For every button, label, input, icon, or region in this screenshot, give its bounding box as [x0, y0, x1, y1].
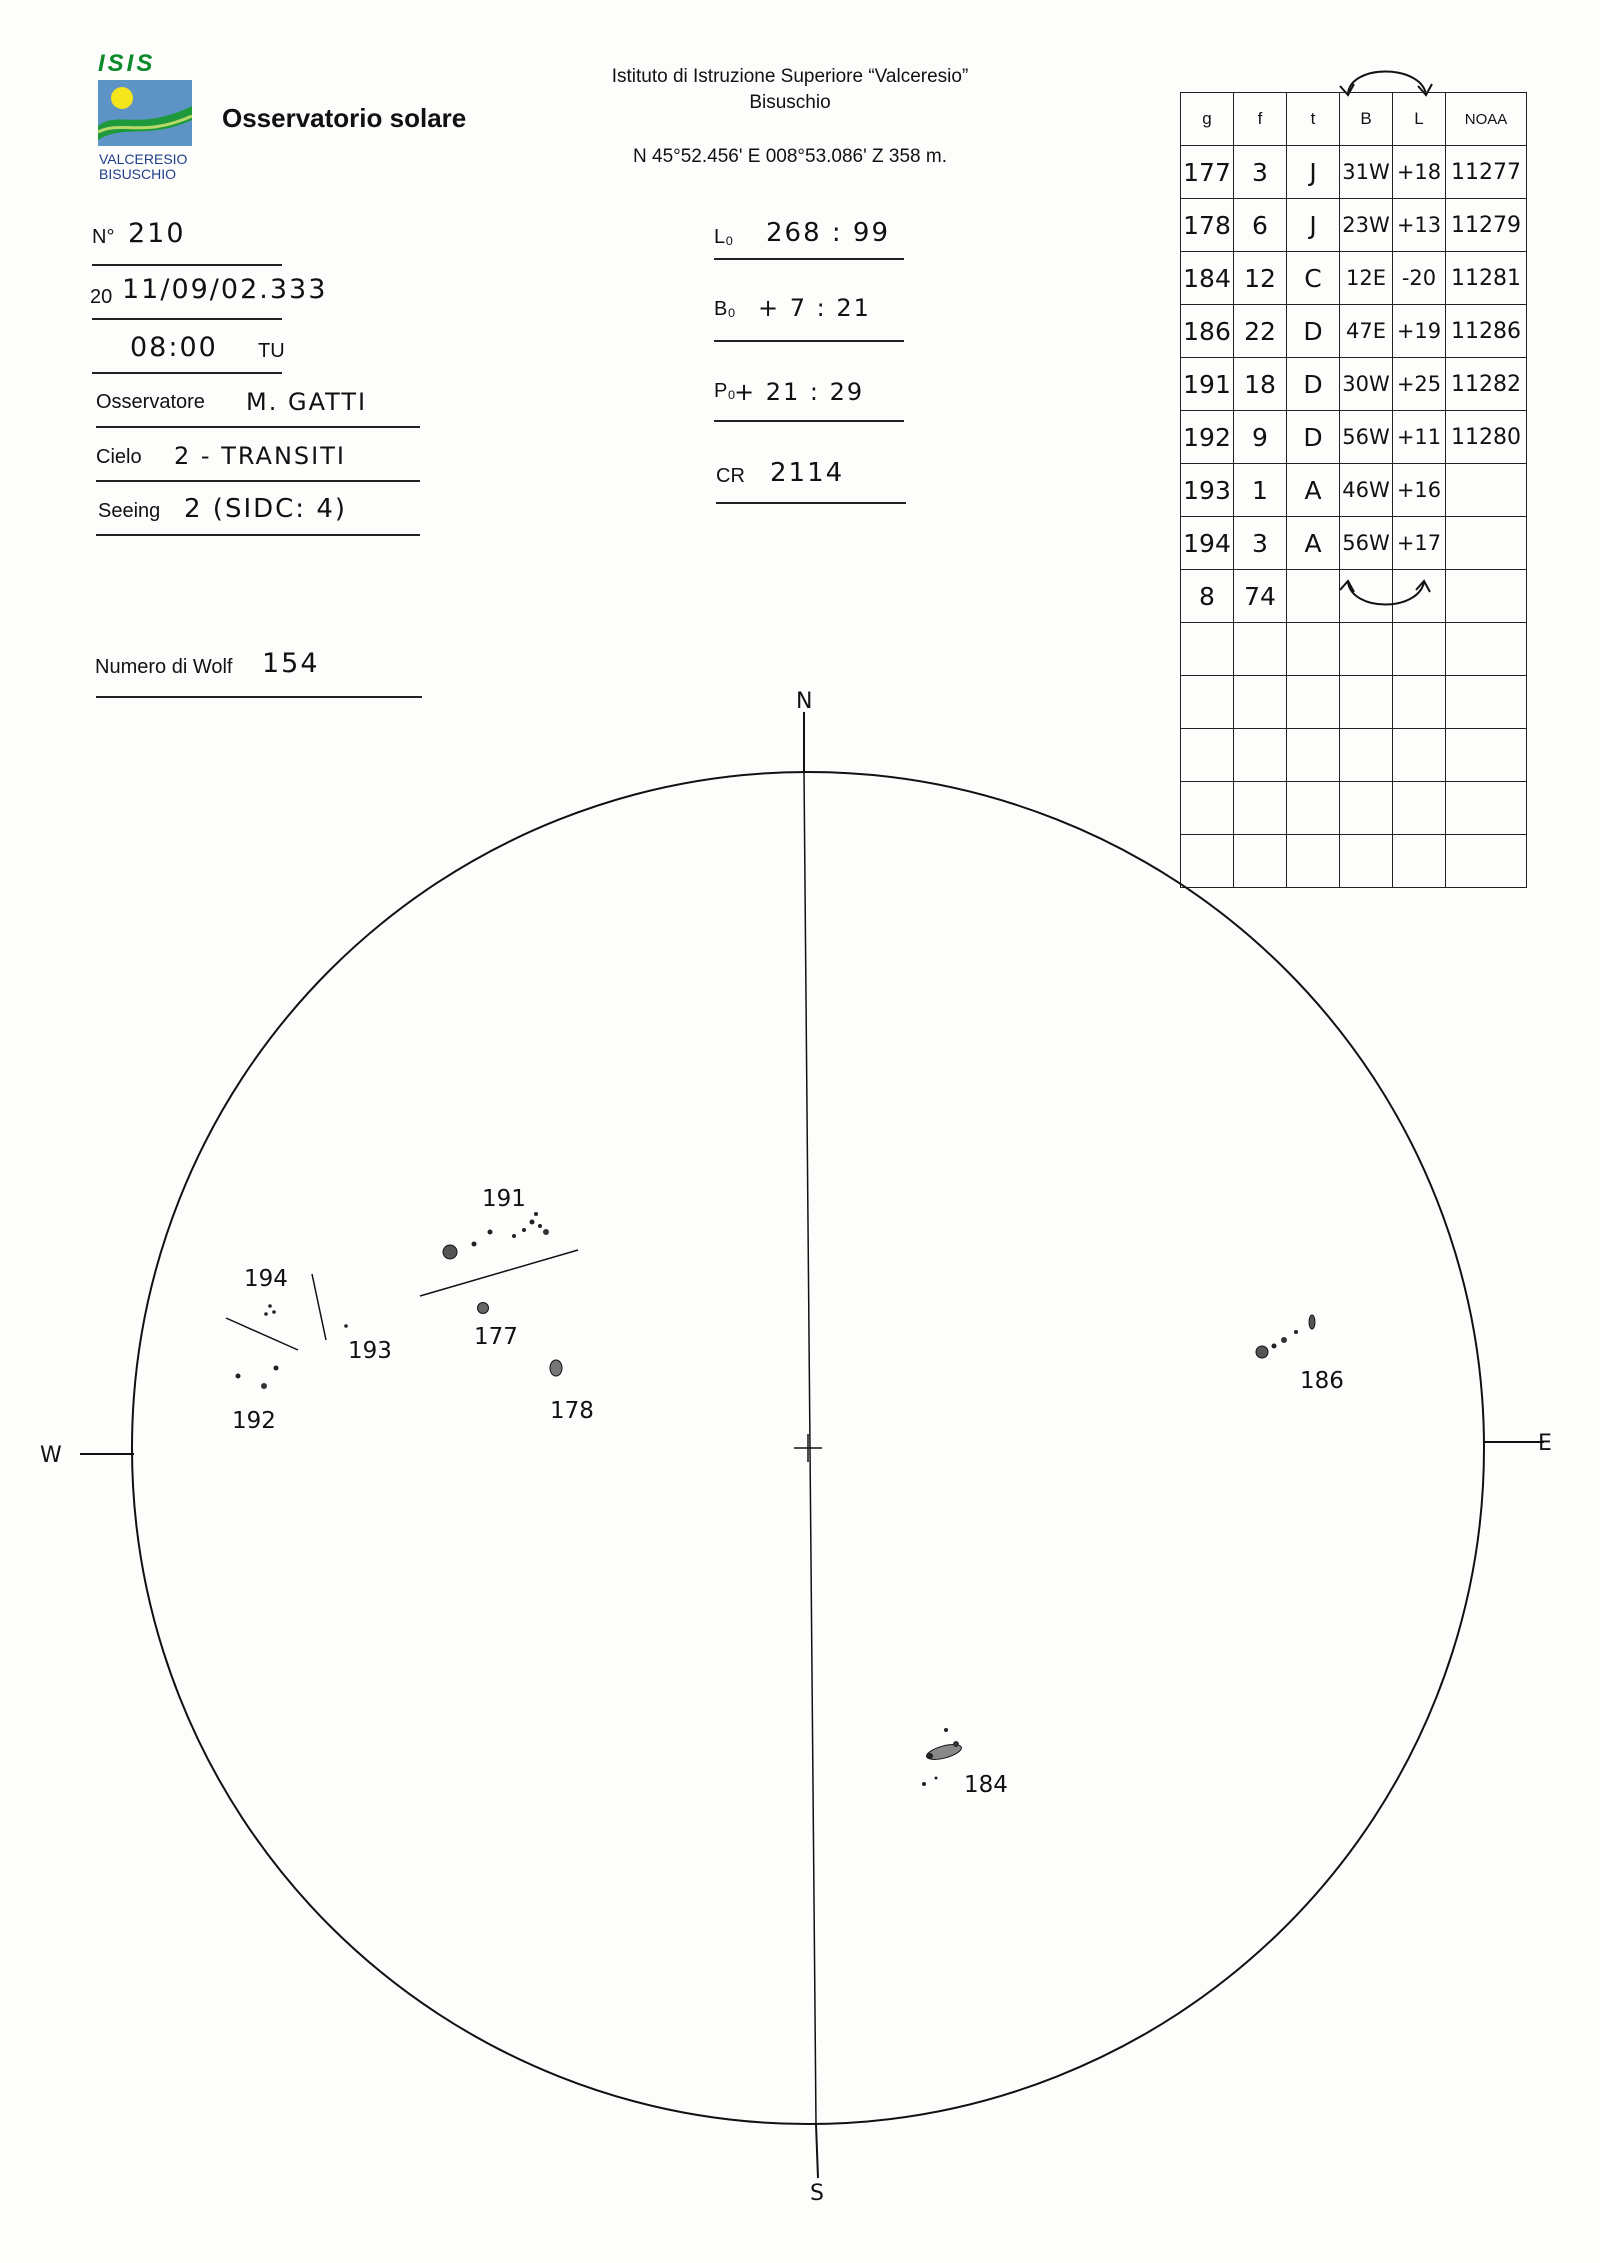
wolf-label: Numero di Wolf [95, 656, 233, 678]
group-separator-line [420, 1250, 578, 1296]
table-cell-t: A [1287, 517, 1340, 570]
sky-label: Cielo [96, 446, 142, 468]
group-label-194: 194 [244, 1266, 288, 1292]
table-cell-b: 47E [1340, 305, 1393, 358]
table-cell-g: 178 [1181, 199, 1234, 252]
date-prefix: 20 [90, 286, 113, 308]
group-label-193: 193 [348, 1338, 392, 1364]
sky-value: 2 - TRANSITI [174, 442, 346, 470]
table-cell-g: 184 [1181, 252, 1234, 305]
table-cell-b: 46W [1340, 464, 1393, 517]
table-cell-f: 12 [1234, 252, 1287, 305]
table-cell-t: C [1287, 252, 1340, 305]
group-label-192: 192 [232, 1408, 276, 1434]
table-cell-t: J [1287, 199, 1340, 252]
logo-subtitle: BISUSCHIO [99, 166, 177, 182]
table-cell-f: 1 [1234, 464, 1287, 517]
table-cell-g: 186 [1181, 305, 1234, 358]
table-cell-noaa: 11279 [1446, 199, 1527, 252]
date-value: 11/09/02.333 [122, 274, 328, 305]
table-cell-l: +17 [1393, 517, 1446, 570]
cr-label: CR [716, 465, 745, 487]
sunspot-group-192 [236, 1366, 279, 1390]
column-header-l: L [1393, 93, 1446, 146]
table-cell-noaa: 11286 [1446, 305, 1527, 358]
observer-label: Osservatore [96, 391, 205, 413]
p0-value: + 21 : 29 [734, 378, 865, 406]
group-separator-line [226, 1318, 298, 1350]
table-cell-l: -20 [1393, 252, 1446, 305]
sunspot-group-194 [264, 1304, 276, 1316]
sunspot-group-178 [550, 1360, 562, 1376]
table-cell-t: D [1287, 358, 1340, 411]
group-label-184: 184 [964, 1772, 1008, 1798]
table-cell-g: 192 [1181, 411, 1234, 464]
table-cell-t: J [1287, 146, 1340, 199]
table-cell-b: 56W [1340, 411, 1393, 464]
sunspot-group-186 [1256, 1315, 1315, 1358]
table-cell-l: +13 [1393, 199, 1446, 252]
seeing-label: Seeing [98, 500, 161, 522]
time-unit: TU [258, 340, 285, 362]
table-cell-t: D [1287, 305, 1340, 358]
institute-town: Bisuschio [749, 92, 831, 113]
table-cell-t: D [1287, 411, 1340, 464]
table-cell-noaa: 11282 [1446, 358, 1527, 411]
wolf-value: 154 [262, 648, 320, 679]
l0-label: L₀ [714, 226, 734, 248]
table-cell-l: +19 [1393, 305, 1446, 358]
north-label: N [796, 689, 813, 714]
column-header-b: B [1340, 93, 1393, 146]
sunspot-group-177 [478, 1303, 489, 1314]
table-cell-g: 193 [1181, 464, 1234, 517]
table-cell-b: 12E [1340, 252, 1393, 305]
table-cell-g: 194 [1181, 517, 1234, 570]
cr-value: 2114 [770, 458, 845, 488]
sunspot-group-184 [922, 1728, 963, 1786]
table-cell-b: 23W [1340, 199, 1393, 252]
column-header-noaa: NOAA [1446, 93, 1527, 146]
group-separator-line [312, 1274, 326, 1340]
east-label: E [1538, 1431, 1552, 1456]
time-value: 08:00 [130, 332, 218, 363]
table-cell-b: 56W [1340, 517, 1393, 570]
page-title: Osservatorio solare [222, 103, 467, 133]
observatory-coordinates: N 45°52.456' E 008°53.086' Z 358 m. [633, 146, 947, 167]
table-cell-noaa: 11277 [1446, 146, 1527, 199]
table-cell-t: A [1287, 464, 1340, 517]
number-label: N° [92, 226, 115, 248]
table-cell-g: 191 [1181, 358, 1234, 411]
table-total-f: 74 [1234, 570, 1287, 623]
group-label-191: 191 [482, 1186, 526, 1212]
institute-name: Istituto di Istruzione Superiore “Valceresio” [611, 66, 969, 87]
table-cell-noaa: 11280 [1446, 411, 1527, 464]
column-header-f: f [1234, 93, 1287, 146]
south-axis-tick [816, 2124, 818, 2178]
table-cell-f: 9 [1234, 411, 1287, 464]
l0-value: 268 : 99 [766, 218, 890, 248]
group-label-178: 178 [550, 1398, 594, 1424]
observer-value: M. GATTI [246, 388, 368, 416]
b0-value: + 7 : 21 [758, 294, 871, 322]
group-label-186: 186 [1300, 1368, 1344, 1394]
table-cell-b: 30W [1340, 358, 1393, 411]
west-label: W [40, 1443, 62, 1468]
seeing-value: 2 (SIDC: 4) [184, 494, 348, 524]
table-cell-f: 3 [1234, 146, 1287, 199]
table-cell-l: +11 [1393, 411, 1446, 464]
table-cell-b: 31W [1340, 146, 1393, 199]
b0-label: B₀ [714, 298, 736, 320]
table-cell-f: 6 [1234, 199, 1287, 252]
table-total-g: 8 [1181, 570, 1234, 623]
table-cell-f: 22 [1234, 305, 1287, 358]
column-header-t: t [1287, 93, 1340, 146]
table-cell-f: 3 [1234, 517, 1287, 570]
number-value: 210 [128, 218, 186, 249]
table-cell-l: +18 [1393, 146, 1446, 199]
p0-label: P₀ [714, 380, 736, 402]
table-cell-l: +25 [1393, 358, 1446, 411]
table-cell-f: 18 [1234, 358, 1287, 411]
sunspot-group-193 [344, 1324, 348, 1328]
table-cell-noaa: 11281 [1446, 252, 1527, 305]
table-cell-l: +16 [1393, 464, 1446, 517]
table-cell-g: 177 [1181, 146, 1234, 199]
group-label-177: 177 [474, 1324, 518, 1350]
column-header-g: g [1181, 93, 1234, 146]
south-label: S [810, 2181, 824, 2206]
logo-subtitle: VALCERESIO [99, 151, 188, 167]
sunspot-group-191 [443, 1212, 549, 1259]
logo-text: ISIS [98, 50, 156, 77]
